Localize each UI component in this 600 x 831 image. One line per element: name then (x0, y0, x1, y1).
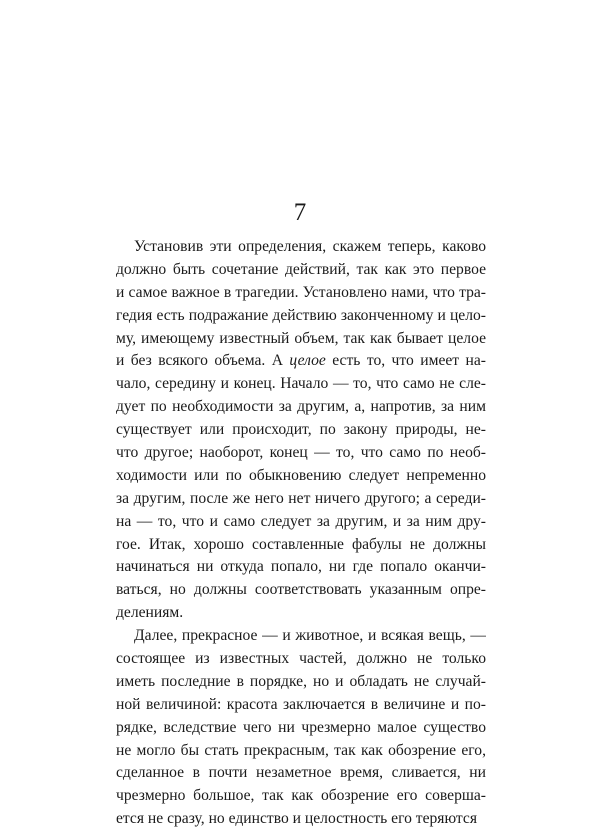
emphasis: целое (289, 352, 326, 370)
text-line: на — то, что и само следует за другим, и за ним дру- (116, 512, 486, 530)
text-line: дует по необходимости за другим, а, напротив, за ним (116, 398, 486, 416)
text-line: иметь последние в порядке, но и обладать не случай- (116, 672, 486, 690)
paragraph (116, 236, 486, 625)
text-line: что другое; наоборот, конец — то, что само по необ- (116, 444, 486, 462)
text-line: му, имеющему известный объем, так как бывает целое (116, 329, 486, 347)
text-line: гое. Итак, хорошо составленные фабулы не должны (116, 535, 486, 553)
text-line: делениям. (116, 604, 184, 622)
text-line: должно быть сочетание действий, так как это первое (116, 260, 486, 278)
text-line: и самое важное в трагедии. Установлено нами, что тра- (116, 283, 486, 301)
text-line: Установив эти определения, скажем теперь, каково (134, 238, 486, 255)
text-line: ваться, но должны соответствовать указанным опре- (116, 581, 486, 599)
text-line: сделанное в почти незаметное время, сливается, ни (116, 764, 486, 782)
text-line: начинаться ни откуда попало, ни где попало оканчи- (116, 558, 486, 576)
text-line: гедия есть подражание действию законченному и цело- (116, 306, 486, 324)
text-line: Далее, прекрасное — и животное, и всякая вещь, — (134, 627, 486, 645)
text-line: не могло бы стать прекрасным, так как обозрение его, (116, 741, 486, 759)
text-line: ется не сразу, но единство и целостность его теряются (116, 810, 478, 828)
text-line: состоящее из известных частей, должно не только (116, 650, 486, 668)
body-text (116, 236, 486, 831)
text-line: рядке, вследствие чего ни чрезмерно малое существо (116, 718, 486, 736)
text-line: ной величиной: красота заключается в величине и по- (116, 695, 486, 713)
text-line: чало, середину и конец. Начало — то, что само не сле- (116, 375, 486, 393)
text-line: существует или происходит, по закону природы, не- (116, 421, 486, 439)
chapter-number: 7 (293, 199, 307, 226)
text-line: за другим, после же него нет ничего другого; а середи- (116, 489, 486, 507)
text-line: чрезмерно большое, так как обозрение его соверша- (116, 787, 486, 805)
text-line: и без всякого объема. А целое есть то, что имеет на- (116, 352, 486, 370)
text-line: ходимости или по обыкновению следует непременно (116, 466, 486, 484)
paragraph (116, 625, 486, 831)
